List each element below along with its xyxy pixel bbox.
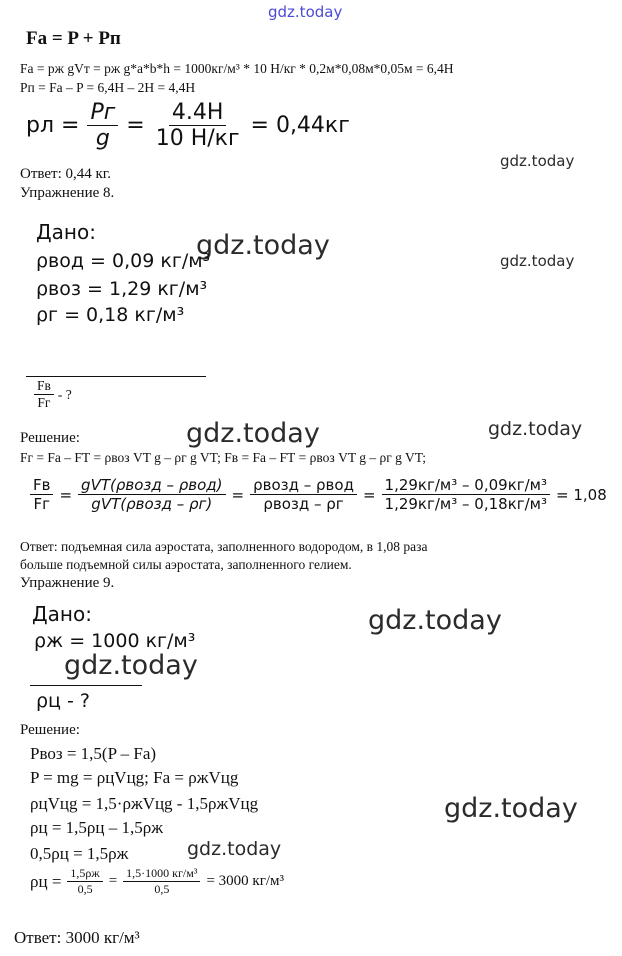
- step6-fraction-1: [67, 866, 102, 897]
- ex9-find: ρц - ?: [36, 690, 91, 712]
- ex9-solution-label: Решение:: [20, 722, 80, 738]
- ex8-given-3: ρг = 0,18 кг/м³: [36, 304, 185, 326]
- density-lhs: pл =: [26, 113, 80, 138]
- watermark: gdz.today: [186, 418, 320, 449]
- fraction-numerator: 1,5·1000 кг/м³: [123, 866, 200, 882]
- ex9-given-title: Дано:: [32, 602, 92, 626]
- ex8-answer-line-2: больше подъемной силы аэростата, заполненного гелием.: [20, 557, 352, 572]
- ratio-formula: [30, 476, 607, 513]
- ratio-fraction-2: [250, 476, 357, 513]
- ex8-given-1: ρвод = 0,09 кг/м³: [36, 250, 211, 272]
- ex9-step-3: ρцVцg = 1,5·ρжVцg - 1,5ρжVцg: [30, 794, 259, 813]
- ratio-result: = 1,08: [556, 485, 607, 504]
- ex9-step-5: 0,5ρц = 1,5ρж: [30, 844, 129, 863]
- ex9-answer: Ответ: 3000 кг/м³: [14, 928, 140, 947]
- equals-sign: =: [126, 113, 145, 138]
- exercise-8-heading: Упражнение 8.: [20, 185, 115, 201]
- equals-sign: =: [231, 485, 245, 504]
- fraction-numerator: Fв: [30, 476, 53, 495]
- step6-result: = 3000 кг/м³: [206, 873, 285, 889]
- watermark: gdz.today: [500, 152, 575, 170]
- ex8-find: [34, 378, 72, 411]
- watermark: gdz.today: [444, 793, 578, 824]
- watermark: gdz.today: [268, 3, 343, 21]
- watermark: gdz.today: [368, 605, 502, 636]
- fraction-numerator: 4.4Н: [169, 100, 227, 126]
- ratio-lhs: [30, 476, 53, 513]
- ex8-solution-label: Решение:: [20, 430, 80, 446]
- density-formula: [26, 100, 350, 151]
- find-fraction: [34, 378, 54, 411]
- fraction-denominator: gVT(ρвозд – ρг): [91, 495, 213, 513]
- formula-line-1: Fа = pж gVт = pж g*a*b*h = 1000кг/м³ * 10 Н/кг * 0,2м*0,08м*0,05м = 6,4Н: [20, 61, 454, 76]
- equals-sign: =: [362, 485, 376, 504]
- fraction-numerator: gVT(ρвозд – ρвод): [78, 476, 225, 495]
- fraction-numerator: 1,29кг/м³ – 0,09кг/м³: [382, 476, 550, 495]
- density-fraction-1: [87, 100, 118, 151]
- equals-sign: =: [108, 873, 118, 889]
- watermark: gdz.today: [187, 838, 282, 860]
- fraction-denominator: 10 Н/кг: [155, 126, 240, 151]
- formula-main: Fa = P + Pп: [26, 28, 121, 49]
- ratio-fraction-3: [382, 476, 550, 513]
- watermark: gdz.today: [64, 650, 198, 681]
- fraction-numerator: Fв: [34, 378, 54, 395]
- equals-sign: =: [59, 485, 73, 504]
- ex8-given-title: Дано:: [36, 220, 96, 244]
- fraction-denominator: Fг: [37, 395, 51, 410]
- fraction-denominator: Fг: [33, 495, 50, 513]
- fraction-denominator: 0,5: [154, 882, 170, 896]
- fraction-denominator: ρвозд – ρг: [263, 495, 344, 513]
- ratio-fraction-1: [78, 476, 225, 513]
- ex9-step-2: P = mg = ρцVцg; Fа = ρжVцg: [30, 768, 239, 787]
- ex8-answer-line-1: Ответ: подъемная сила аэростата, заполненного водородом, в 1,08 раза: [20, 539, 428, 554]
- answer-1: Ответ: 0,44 кг.: [20, 166, 112, 182]
- watermark: gdz.today: [196, 230, 330, 261]
- watermark: gdz.today: [488, 418, 583, 440]
- ex9-step-1: Pвоз = 1,5(P – Fа): [30, 744, 157, 763]
- find-question: - ?: [57, 386, 72, 402]
- density-fraction-2: [153, 100, 243, 151]
- ex9-step-4: ρц = 1,5ρц – 1,5ρж: [30, 818, 163, 837]
- ex8-given-2: ρвоз = 1,29 кг/м³: [36, 278, 208, 300]
- fraction-numerator: ρвозд – ρвод: [250, 476, 357, 495]
- fraction-denominator: g: [95, 126, 110, 151]
- ex8-equation-line: Fг = Fа – FТ = ρвоз VT g – ρг g VT; Fв = Fа – FТ = ρвоз VT g – ρг g VT;: [20, 450, 427, 465]
- ex9-given-1: ρж = 1000 кг/м³: [34, 630, 196, 652]
- given-divider: [26, 376, 206, 377]
- fraction-denominator: 1,29кг/м³ – 0,18кг/м³: [384, 495, 548, 513]
- density-result: = 0,44кг: [250, 113, 350, 138]
- fraction-numerator: Pг: [87, 100, 118, 126]
- given-divider: [30, 685, 142, 686]
- watermark: gdz.today: [500, 252, 575, 270]
- formula-line-2: Pп = Fа – P = 6,4Н – 2Н = 4,4Н: [20, 80, 196, 95]
- fraction-numerator: 1,5ρж: [67, 866, 102, 882]
- step6-fraction-2: [123, 866, 200, 897]
- exercise-9-heading: Упражнение 9.: [20, 575, 115, 591]
- step6-lhs: ρц =: [30, 871, 62, 891]
- ex9-step-6: [30, 866, 284, 897]
- fraction-denominator: 0,5: [77, 882, 93, 896]
